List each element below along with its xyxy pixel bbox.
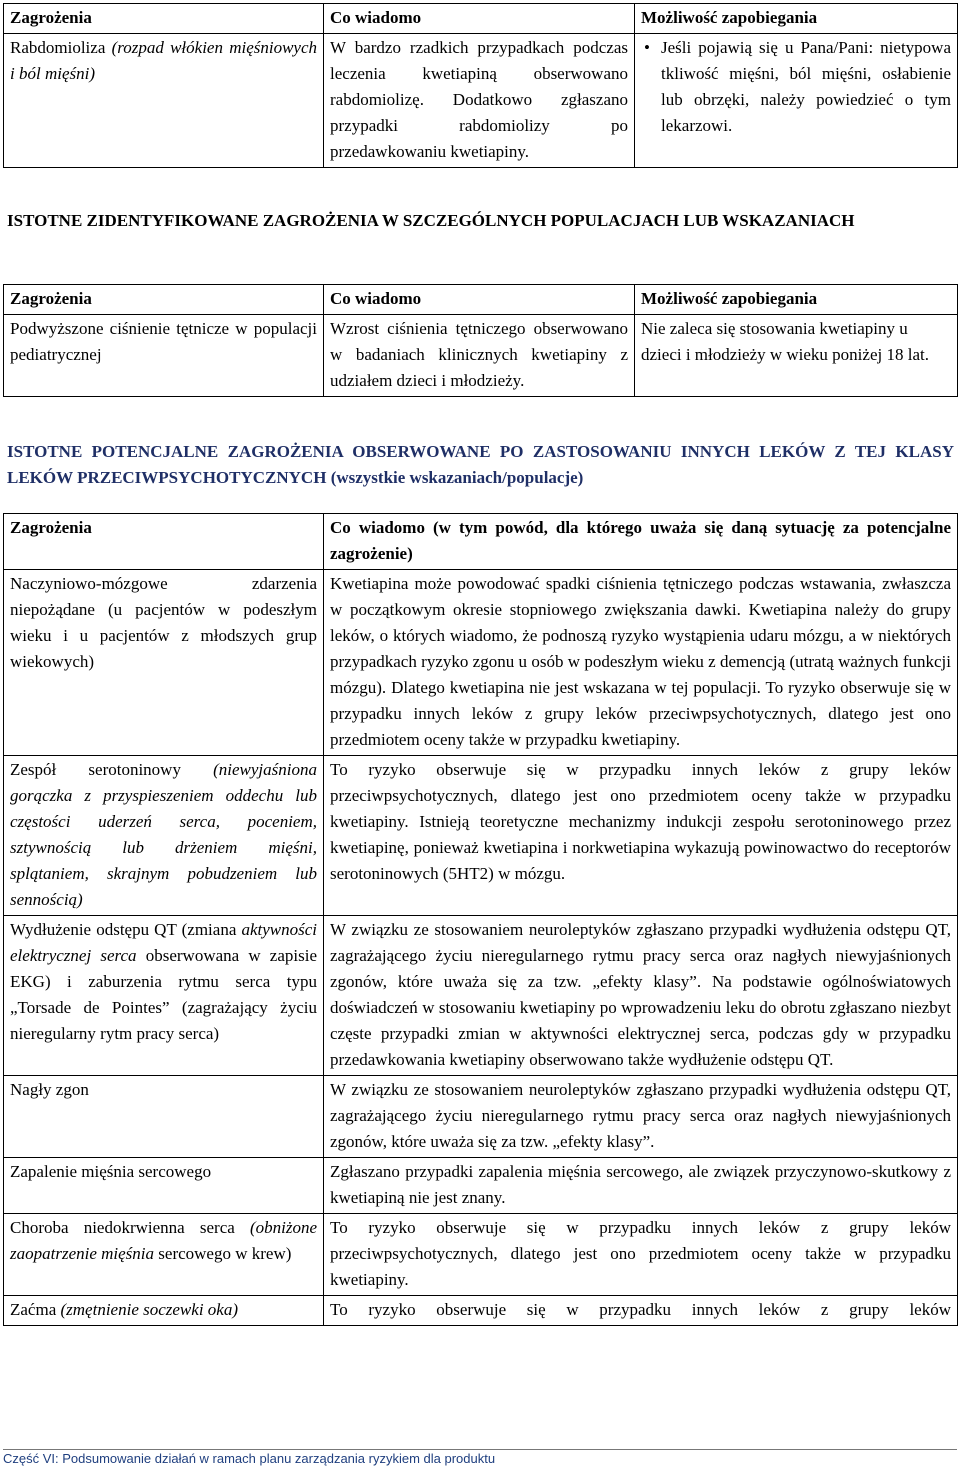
section-title-potential-risks: [7, 439, 954, 491]
potential-risks-table: [3, 513, 958, 1326]
known-cell: W bardzo rzadkich przypadkach podczas leczenia kwetiapiną obserwowano rabdomiolizę. Dodatkowo zgłaszano przypadki rabdomiolizy po przedawkowaniu kwetiapiny.: [324, 34, 635, 168]
known-cell: W związku ze stosowaniem neuroleptyków zgłaszano przypadki wydłużenia odstępu QT, zagrażającego życiu nieregularnego rytmu pracy serca oraz nagłych niewyjaśnionych zgonów, które uważa się za tzw. „efekty klasy”. Na podstawie ogólnoświatowych doświadczeń w stosowaniu kwetiapiny po wprowadzeniu leku do obrotu zgłaszano niezbyt częste przypadki zmian w aktywności elektrycznej serca, podczas gdy w przypadku przedawkowania kwetiapiny obserwowano także wydłużenie odstępu QT.: [324, 916, 958, 1076]
risk-cell: [4, 1296, 324, 1326]
risk-name: Nagły zgon: [10, 1080, 89, 1099]
header-known: Co wiadomo: [324, 285, 635, 315]
risk-description: (zmętnienie soczewki oka): [60, 1300, 238, 1319]
risk-name: Rabdomioliza: [10, 38, 106, 57]
table-row: [4, 756, 958, 916]
header-prevention: Możliwość zapobiegania: [635, 4, 958, 34]
table-row: [4, 315, 958, 397]
risk-name: Zapalenie mięśnia sercowego: [10, 1162, 212, 1181]
pediatric-table: [3, 284, 958, 397]
risk-name: Naczyniowo-mózgowe zdarzenia niepożądane (u pacjentów w podeszłym wieku i u pacjentów z młodszych grup wiekowych): [10, 574, 317, 671]
table-row: [4, 1076, 958, 1158]
risk-cell: [4, 1214, 324, 1296]
header-known: Co wiadomo (w tym powód, dla którego uważa się daną sytuację za potencjalne zagrożenie): [324, 514, 958, 570]
header-prevention: Możliwość zapobiegania: [635, 285, 958, 315]
risk-name: Zespół serotoninowy: [10, 760, 181, 779]
risk-description: (rozpad włókien mięśniowych i ból mięśni): [10, 38, 318, 83]
risk-cell: [4, 756, 324, 916]
table-row: [4, 570, 958, 756]
known-cell: To ryzyko obserwuje się w przypadku innych leków z grupy leków przeciwpsychotycznych, dlatego jest ono przedmiotem oceny także w przypadku kwetiapiny. Istnieją teoretyczne mechanizmy indukcji zespołu serotoninowego przez kwetiapinę, ponieważ kwetiapina i norkwetiapina wykazują powinowactwo do receptorów serotoninowych (5HT2) w mózgu.: [324, 756, 958, 916]
rhabdomyolysis-table: [3, 3, 958, 168]
table-header-row: [4, 4, 958, 34]
risk-cell: [4, 570, 324, 756]
known-cell: Wzrost ciśnienia tętniczego obserwowano w badaniach klinicznych kwetiapiny z udziałem dzieci i młodzieży.: [324, 315, 635, 397]
table-header-row: [4, 285, 958, 315]
header-known: Co wiadomo: [324, 4, 635, 34]
risk-name: Zaćma: [10, 1300, 57, 1319]
table-row: [4, 1158, 958, 1214]
page-footer: Część VI: Podsumowanie działań w ramach planu zarządzania ryzykiem dla produktu: [3, 1449, 957, 1468]
known-cell: Zgłaszano przypadki zapalenia mięśnia sercowego, ale związek przyczynowo-skutkowy z kwetiapiną nie jest znany.: [324, 1158, 958, 1214]
risk-name: Choroba niedokrwienna serca: [10, 1218, 235, 1237]
table-row: [4, 34, 958, 168]
known-cell: W związku ze stosowaniem neuroleptyków zgłaszano przypadki wydłużenia odstępu QT, zagrażającego życiu nieregularnego rytmu pracy serca oraz nagłych niewyjaśnionych zgonów, które uważa się za tzw. „efekty klasy”.: [324, 1076, 958, 1158]
risk-cell: Podwyższone ciśnienie tętnicze w populacji pediatrycznej: [4, 315, 324, 397]
table-row: [4, 1214, 958, 1296]
prevention-bullet: • Jeśli pojawią się u Pana/Pani: nietypowa tkliwość mięśni, ból mięśni, osłabienie lub obrzęki, należy powiedzieć o tym lekarzowi.: [661, 35, 951, 139]
risk-description: aktywności elektrycznej serca: [10, 920, 317, 965]
known-cell: Kwetiapina może powodować spadki ciśnienia tętniczego podczas wstawania, zwłaszcza w początkowym okresie stopniowego zwiększania dawki. Kwetiapina należy do grupy leków, o których wiadomo, że podnoszą ryzyko wystąpienia udaru mózgu, a w niektórych przypadkach ryzyko zgonu u osób w podeszłym wieku z demencją (utratą ważnych funkcji mózgu). Dlatego kwetiapina nie jest wskazana w tej populacji. To ryzyko obserwuje się w przypadku innych leków z grupy leków przeciwpsychotycznych, dlatego jest ono przedmiotem oceny także w przypadku kwetiapiny.: [324, 570, 958, 756]
risk-cell: [4, 1158, 324, 1214]
prevention-cell: [635, 34, 958, 168]
header-risks: Zagrożenia: [4, 4, 324, 34]
table-row: [4, 1296, 958, 1326]
prevention-list: [641, 35, 951, 139]
header-risks: Zagrożenia: [4, 514, 324, 570]
risk-name: Wydłużenie odstępu QT (zmiana: [10, 920, 237, 939]
risk-description-tail: sercowego w krew): [158, 1244, 292, 1263]
known-cell: To ryzyko obserwuje się w przypadku innych leków z grupy leków przeciwpsychotycznych, dlatego jest ono przedmiotem oceny także w przypadku kwetiapiny.: [324, 1214, 958, 1296]
known-cell: To ryzyko obserwuje się w przypadku innych leków z grupy leków: [324, 1296, 958, 1326]
risk-description-tail: obserwowana w zapisie EKG) i zaburzenia rytmu serca typu „Torsade de Pointes” (zagrażający życiu nieregularny rytm pracy serca): [10, 946, 317, 1043]
risk-description: (niewyjaśniona gorączka z przyspieszeniem oddechu lub częstości uderzeń serca, poceniem, sztywnością lub drżeniem mięśni, splątaniem, skrajnym pobudzeniem lub sennością): [10, 760, 317, 909]
prevention-cell: Nie zaleca się stosowania kwetiapiny u dzieci i młodzieży w wieku poniżej 18 lat.: [635, 315, 958, 397]
risk-cell: [4, 1076, 324, 1158]
section-title-suffix: (wszystkie wskazaniach/populacje): [330, 468, 584, 487]
risk-cell: [4, 916, 324, 1076]
risk-cell: [4, 34, 324, 168]
table-row: [4, 916, 958, 1076]
table-header-row: [4, 514, 958, 570]
section-title-special-populations: ISTOTNE ZIDENTYFIKOWANE ZAGROŻENIA W SZCZEGÓLNYCH POPULACJACH LUB WSKAZANIACH: [7, 211, 855, 230]
risk-description: (obniżone zaopatrzenie mięśnia: [10, 1218, 317, 1263]
section-title-main: ISTOTNE POTENCJALNE ZAGROŻENIA OBSERWOWANE PO ZASTOSOWANIU INNYCH LEKÓW Z TEJ KLASY LEKÓW PRZECIWPSYCHOTYCZNYCH: [7, 442, 954, 487]
header-risks: Zagrożenia: [4, 285, 324, 315]
